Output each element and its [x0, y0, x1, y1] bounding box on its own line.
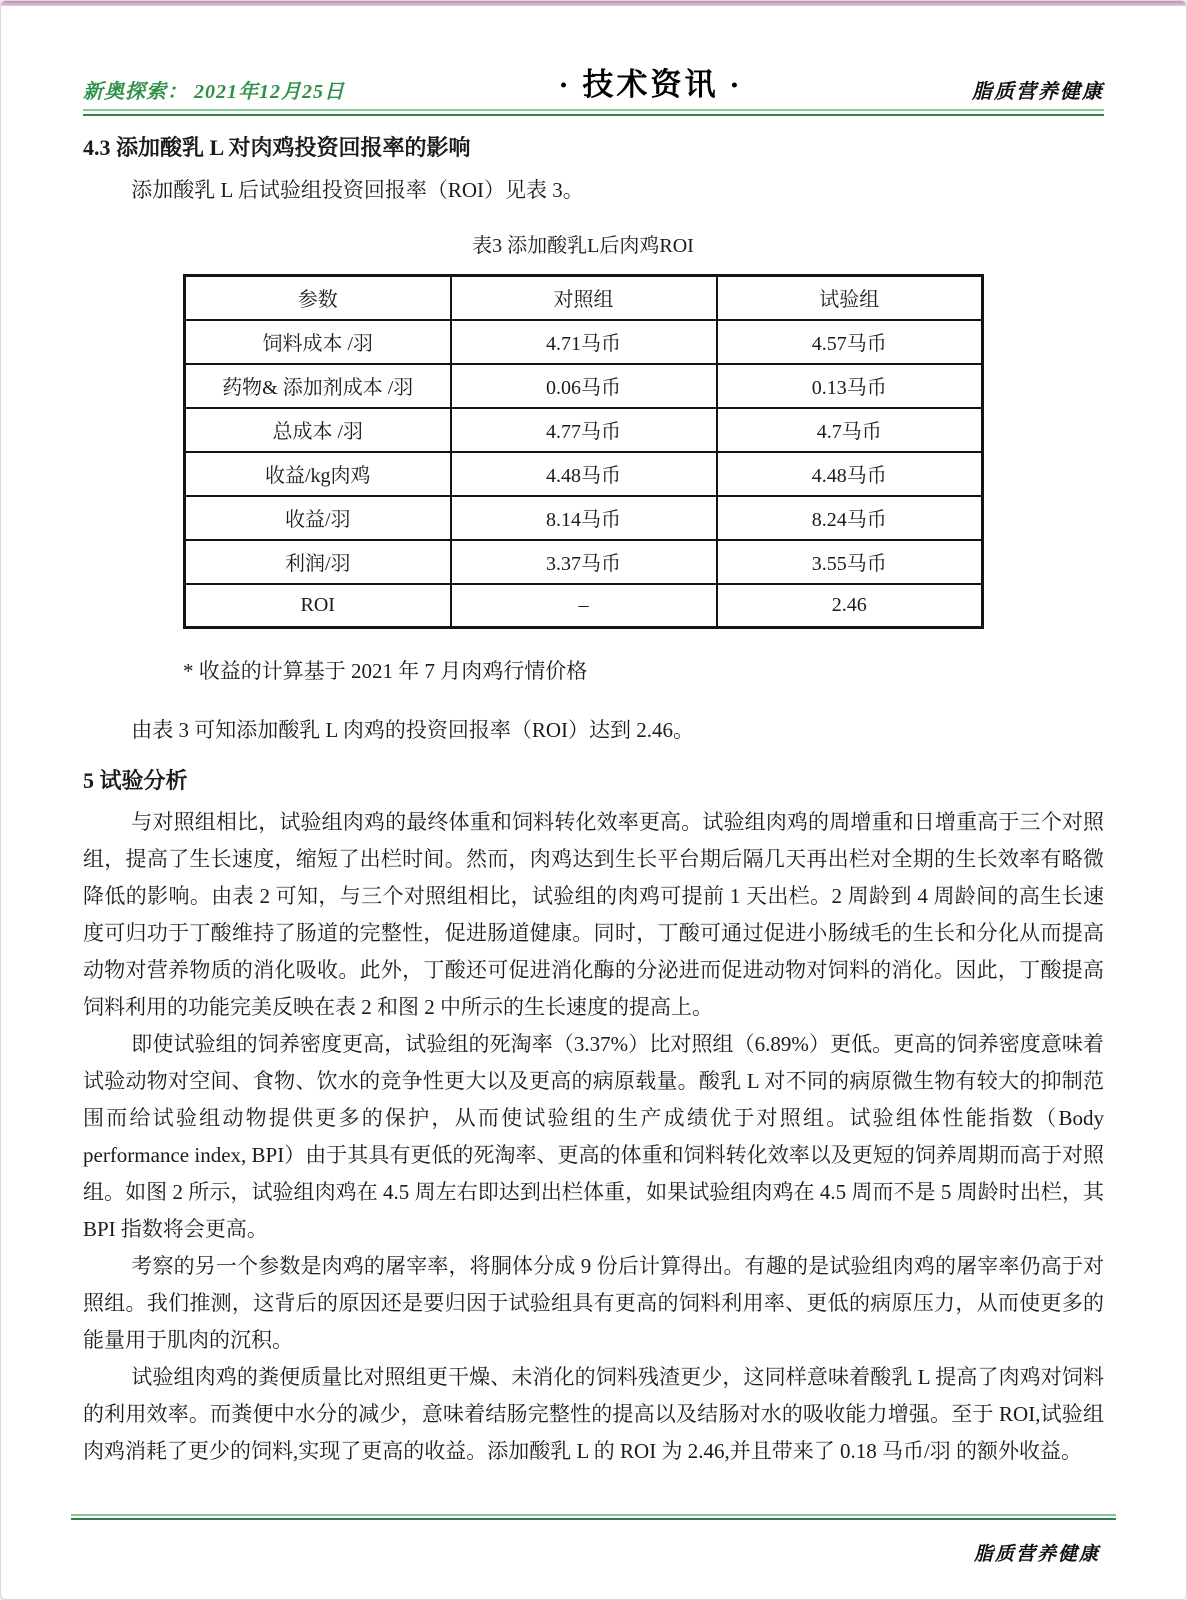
footer-divider: [71, 1514, 1116, 1520]
roi-table-body: [185, 320, 983, 628]
table-cell: 2.46: [717, 584, 983, 628]
page-header: [83, 59, 1104, 104]
table-row: [185, 364, 983, 408]
header-divider: [83, 109, 1104, 116]
top-decorative-strip: [1, 1, 1186, 6]
roi-summary-paragraph: 由表 3 可知添加酸乳 L 肉鸡的投资回报率（ROI）达到 2.46。: [131, 718, 695, 742]
table-header-control-group: 对照组: [451, 276, 717, 320]
footer-brand-label: 脂质营养健康: [973, 1544, 1100, 1565]
table-cell: 8.14马币: [451, 496, 717, 540]
section-4-3-heading: 4.3 添加酸乳 L 对肉鸡投资回报率的影响: [83, 135, 471, 160]
table-row: [185, 452, 983, 496]
table-cell: 4.57马币: [717, 320, 983, 364]
table-cell: 4.48马币: [717, 452, 983, 496]
roi-table: [183, 274, 984, 629]
analysis-paragraph-3: 考察的另一个参数是肉鸡的屠宰率，将胴体分成 9 份后计算得出。有趣的是试验组肉鸡的屠宰率仍高于对照组。我们推测，这背后的原因还是要归因于试验组具有更高的饲料利用率、更低的病原压力，从而使更多的能量用于肌肉的沉积。: [83, 1254, 1104, 1352]
table-row: [185, 408, 983, 452]
analysis-paragraph-2: 即使试验组的饲养密度更高，试验组的死淘率（3.37%）比对照组（6.89%）更低。更高的饲养密度意味着试验动物对空间、食物、饮水的竞争性更大以及更高的病原载量。酸乳 L 对不同的病原微生物有较大的抑制范围而给试验组动物提供更多的保护，从而使试验组的生产成绩优于对照组。试验组体性能指数（Body performance index, BPI）由于其具有更低的死淘率、更高的体重和饲料转化效率以及更短的饲养周期而高于对照组。如图 2 所示，试验组肉鸡在 4.5 周左右即达到出栏体重，如果试验组肉鸡在 4.5 周而不是 5 周龄时出栏，其 BPI 指数将会更高。: [83, 1032, 1104, 1241]
table-row: [185, 320, 983, 364]
table-header-parameter: 参数: [185, 276, 451, 320]
roi-table-head: [185, 276, 983, 320]
table-row: [185, 584, 983, 628]
section-5-heading: 5 试验分析: [83, 768, 188, 793]
page-content: [1, 59, 1186, 1470]
analysis-paragraph-1: 与对照组相比，试验组肉鸡的最终体重和饲料转化效率更高。试验组肉鸡的周增重和日增重高于三个对照组，提高了生长速度，缩短了出栏时间。然而，肉鸡达到生长平台期后隔几天再出栏对全期的生长效率有略微降低的影响。由表 2 可知，与三个对照组相比，试验组的肉鸡可提前 1 天出栏。2 周龄到 4 周龄间的高生长速度可归功于丁酸维持了肠道的完整性，促进肠道健康。同时，丁酸可通过促进小肠绒毛的生长和分化从而提高动物对营养物质的消化吸收。此外，丁酸还可促进消化酶的分泌进而促进动物对饲料的消化。因此，丁酸提高饲料利用的功能完美反映在表 2 和图 2 中所示的生长速度的提高上。: [83, 810, 1104, 1019]
table-footnote: * 收益的计算基于 2021 年 7 月肉鸡行情价格: [183, 659, 588, 683]
table-cell: –: [451, 584, 717, 628]
section-4-3-intro: 添加酸乳 L 后试验组投资回报率（ROI）见表 3。: [131, 178, 584, 202]
table-cell: 药物& 添加剂成本 /羽: [185, 364, 451, 408]
table-cell: 4.77马币: [451, 408, 717, 452]
table-cell: 0.06马币: [451, 364, 717, 408]
table-cell: 3.37马币: [451, 540, 717, 584]
table-cell: 3.55马币: [717, 540, 983, 584]
table-cell: 4.71马币: [451, 320, 717, 364]
table-header-row: [185, 276, 983, 320]
analysis-body: [83, 804, 1104, 1470]
header-date-label: 新奥探索： 2021年12月25日: [83, 81, 345, 103]
table-cell: 4.48马币: [451, 452, 717, 496]
table-cell: 总成本 /羽: [185, 408, 451, 452]
table-cell: 8.24马币: [717, 496, 983, 540]
table-cell: 收益/kg肉鸡: [185, 452, 451, 496]
table-cell: 0.13马币: [717, 364, 983, 408]
table-row: [185, 496, 983, 540]
table-cell: 4.7马币: [717, 408, 983, 452]
table-header-trial-group: 试验组: [717, 276, 983, 320]
table-cell: ROI: [185, 584, 451, 628]
analysis-paragraph-4: 试验组肉鸡的粪便质量比对照组更干燥、未消化的饲料残渣更少，这同样意味着酸乳 L 提高了肉鸡对饲料的利用效率。而粪便中水分的减少，意味着结肠完整性的提高以及结肠对水的吸收能力增强。至于 ROI,试验组肉鸡消耗了更少的饲料,实现了更高的收益。添加酸乳 L 的 ROI 为 2.46,并且带来了 0.18 马币/羽 的额外收益。: [83, 1365, 1104, 1463]
table-cell: 收益/羽: [185, 496, 451, 540]
table-cell: 利润/羽: [185, 540, 451, 584]
table-caption: 表3 添加酸乳L后肉鸡ROI: [472, 235, 694, 257]
table-cell: 饲料成本 /羽: [185, 320, 451, 364]
newsletter-title: · 技术资讯 ·: [558, 67, 743, 102]
table-row: [185, 540, 983, 584]
header-brand-label: 脂质营养健康: [972, 81, 1104, 103]
